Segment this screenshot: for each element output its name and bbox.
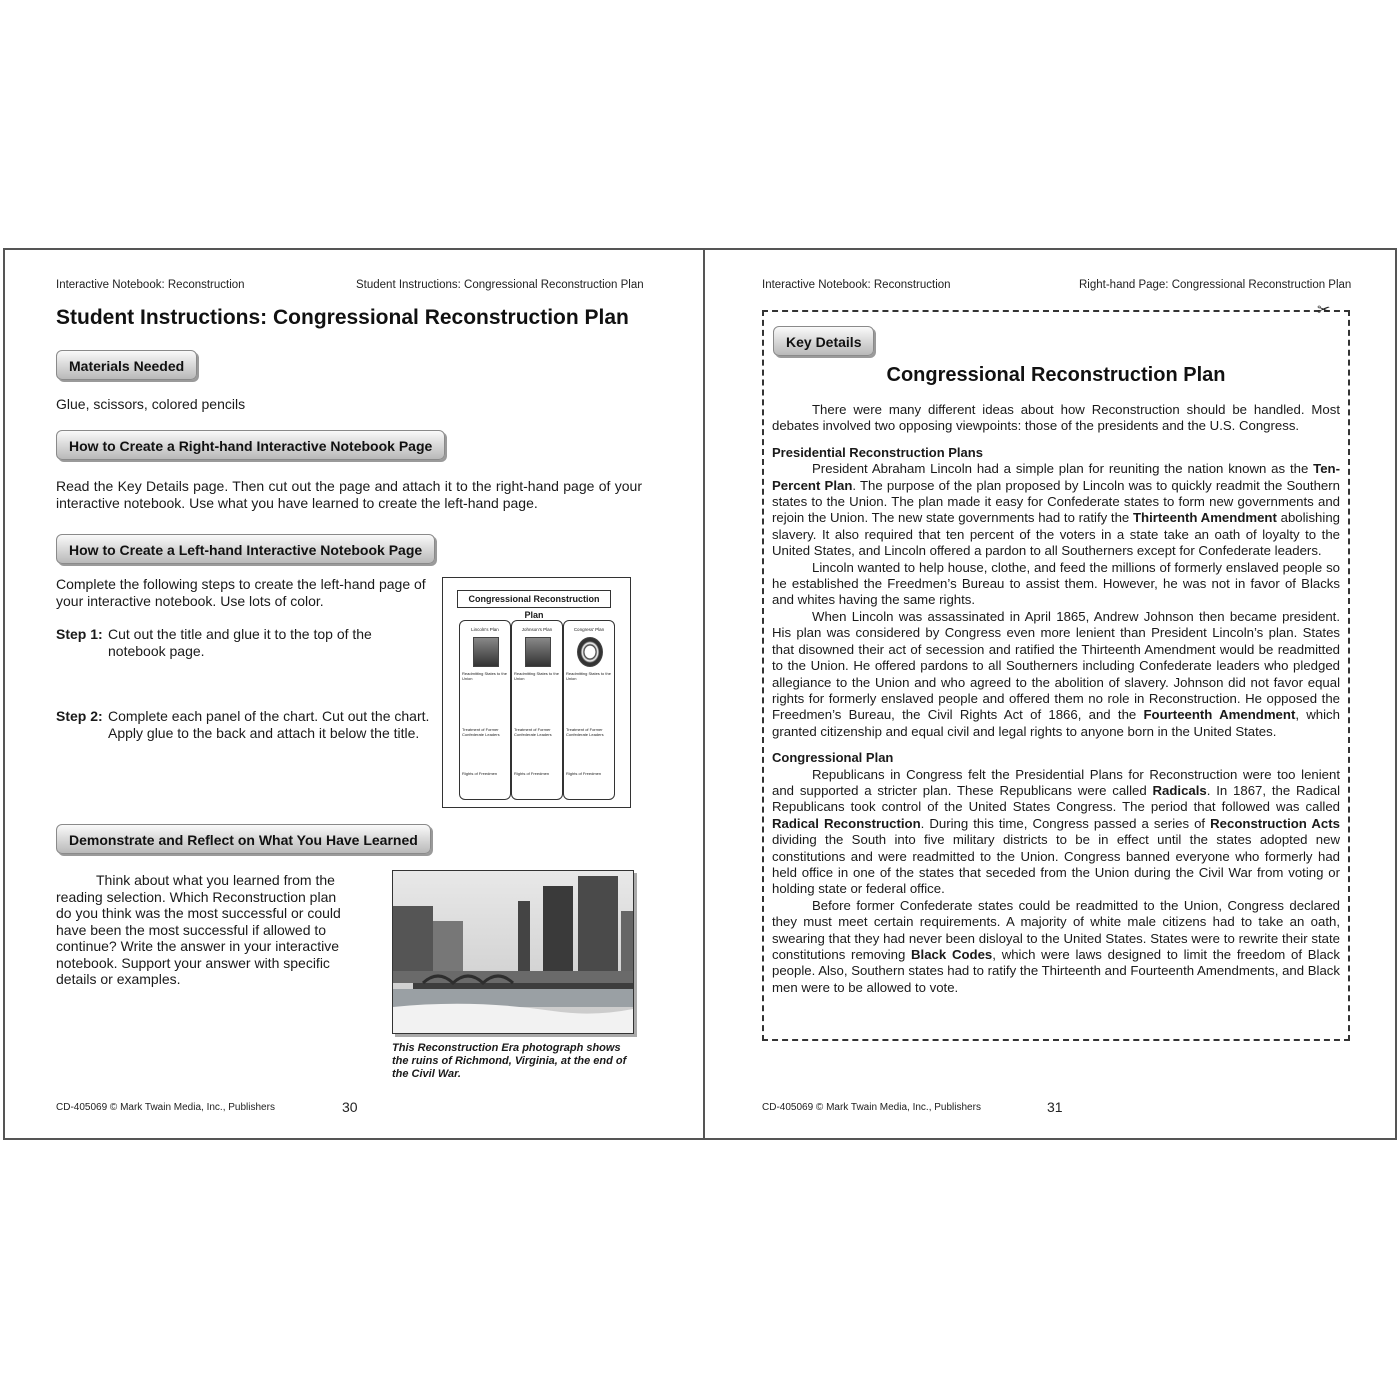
text: . During this time, Congress passed a series of — [920, 815, 1211, 831]
step2-text: Complete each panel of the chart. Cut out the chart. Apply glue to the back and attach it below the title. — [108, 708, 430, 741]
paragraph-lincoln-plan — [772, 461, 1340, 559]
richmond-ruins-photo — [392, 870, 634, 1034]
ruins-illustration — [393, 871, 633, 1033]
text: , which were laws designed to limit the freedom of Black people. Also, Southern states had to ratify the Thirteenth and Fourteenth Amendments, and Black men were to be allowed to vote. — [772, 947, 1340, 995]
term-radical-reconstruction: Radical Reconstruction — [772, 815, 921, 831]
seal-image — [577, 637, 603, 667]
materials-label: Materials Needed — [56, 350, 197, 380]
reflect-label: Demonstrate and Reflect on What You Have Learned — [56, 824, 431, 854]
left-page — [5, 250, 703, 1138]
right-page — [705, 250, 1395, 1138]
chart-thumbnail — [442, 577, 631, 808]
page-title: Student Instructions: Congressional Reconstruction Plan — [56, 306, 629, 329]
article-body — [772, 402, 1340, 996]
paragraph-requirements — [772, 898, 1340, 996]
term-radicals: Radicals — [1152, 782, 1207, 798]
scissors-icon: ✂ — [1317, 302, 1331, 319]
section-heading-presidential: Presidential Reconstruction Plans — [772, 444, 983, 460]
term-ten-percent-plan: Ten-Percent Plan — [772, 461, 1340, 493]
text: abolishing slavery. It also required that ten percent of the voters in a state take an oath of loyalty to the United States, and Lincoln offered a pardon to all Southerners except for Confederate leaders. — [772, 510, 1340, 559]
panel-line: Rights of Freedmen — [514, 771, 550, 776]
intro-paragraph: There were many different ideas about how Reconstruction should be handled. Most debates involved two opposing viewpoints: those of the presidents and the U.S. Congress. — [772, 402, 1340, 434]
text: . The purpose of the plan proposed by Lincoln was to quickly readmit the Southern states to the Union. The plan made it easy for Confederate states to form new governments and rejoin the Union. The new state governments had to ratify the — [772, 477, 1340, 526]
term-reconstruction-acts: Reconstruction Acts — [1210, 815, 1340, 831]
text: Before former Confederate states could be readmitted to the Union, Congress declared they must meet certain requirements. A majority of white male citizens had to take an oath, swearing that they had never been disloyal to the United States. States were to rewrite their state constitutions removing — [772, 897, 1340, 962]
step2-label: Step 2: — [56, 708, 103, 724]
right-header-right: Right-hand Page: Congressional Reconstruction Plan — [1079, 279, 1352, 291]
panel-heading: Lincoln's Plan — [471, 627, 499, 632]
paragraph-johnson-plan — [772, 609, 1340, 740]
panel-line: Readmitting States to the Union — [462, 671, 507, 681]
paragraph-radicals — [772, 767, 1340, 898]
step1-label: Step 1: — [56, 626, 103, 642]
text: , which granted citizenship and equal civil and legal rights to anyone born in the United States. — [772, 707, 1340, 739]
term-thirteenth-amendment: Thirteenth Amendment — [1132, 510, 1277, 526]
left-header-right: Student Instructions: Congressional Reconstruction Plan — [356, 279, 644, 291]
right-page-number: 31 — [1047, 1099, 1063, 1115]
panel-line: Treatment of Former Confederate Leaders — [566, 727, 604, 737]
materials-text: Glue, scissors, colored pencils — [56, 396, 246, 412]
text: President Abraham Lincoln had a simple plan for reuniting the nation known as the — [812, 461, 1314, 477]
panel-line: Readmitting States to the Union — [566, 671, 611, 681]
key-details-label: Key Details — [773, 326, 874, 356]
panel-line: Treatment of Former Confederate Leaders — [514, 727, 552, 737]
thumbnail-title: Congressional Reconstruction Plan — [457, 590, 611, 608]
reflect-text: Think about what you learned from the reading selection. Which Reconstruction plan do you think was the most successful or could have been the most successful if allowed to continue? Write the answer in your interactive notebook. Support your answer with specific details or examples. — [56, 872, 341, 987]
step1-text: Cut out the title and glue it to the top of the notebook page. — [108, 626, 372, 659]
panel-heading: Congress' Plan — [573, 627, 605, 632]
left-page-number: 30 — [342, 1099, 358, 1115]
text: . In 1867, the Radical Republicans took control of the United States Congress. The period that followed was called — [772, 782, 1340, 815]
left-hand-intro: Complete the following steps to create the left-hand page of your interactive notebook. Use lots of color. — [56, 576, 426, 609]
section-heading-congressional: Congressional Plan — [772, 750, 894, 766]
right-hand-label: How to Create a Right-hand Interactive Notebook Page — [56, 430, 445, 460]
paragraph-freedmens-bureau: Lincoln wanted to help house, clothe, and feed the millions of formerly enslaved people so he established the Freedmen’s Bureau to assist them. However, he was not in favor of Blacks and whites having the same rights. — [772, 559, 1340, 608]
portrait-image — [525, 637, 551, 667]
right-hand-text: Read the Key Details page. Then cut out the page and attach it to the right-hand page of your interactive notebook. Use what you have learned to create the left-hand page. — [56, 478, 642, 511]
left-footer: CD-405069 © Mark Twain Media, Inc., Publishers — [56, 1102, 275, 1113]
photo-caption: This Reconstruction Era photograph shows the ruins of Richmond, Virginia, at the end of the Civil War. — [392, 1042, 627, 1080]
text: Republicans in Congress felt the Presidential Plans for Reconstruction were too lenient and supported a stricter plan. These Republicans were called — [772, 766, 1340, 798]
text: When Lincoln was assassinated in April 1865, Andrew Johnson then became president. His plan was considered by Congress even more lenient than President Lincoln’s plan. States that disowned their act of secession and ratified the Thirteenth Amendment would be readmitted to the Union. He offered pardons to all Southerners including Confederate leaders who pledged allegiance to the Union and who agreed to the abolition of slavery. Johnson did not favor equal rights for formerly enslaved people and offered them no role in Reconstruction. He opposed the Freedmen’s Bureau, the Civil Rights Act of 1866, and the — [772, 608, 1340, 723]
term-fourteenth-amendment: Fourteenth Amendment — [1143, 707, 1296, 723]
panel-line: Rights of Freedmen — [566, 771, 602, 776]
panel-line: Readmitting States to the Union — [514, 671, 559, 681]
thumbnail-panel-congress — [563, 620, 615, 800]
left-header-left: Interactive Notebook: Reconstruction — [56, 279, 245, 291]
panel-line: Treatment of Former Confederate Leaders — [462, 727, 500, 737]
right-footer: CD-405069 © Mark Twain Media, Inc., Publishers — [762, 1102, 981, 1113]
right-header-left: Interactive Notebook: Reconstruction — [762, 279, 951, 291]
portrait-image — [473, 637, 499, 667]
article-title: Congressional Reconstruction Plan — [886, 364, 1226, 386]
left-hand-label: How to Create a Left-hand Interactive Notebook Page — [56, 534, 435, 564]
panel-line: Rights of Freedmen — [462, 771, 498, 776]
panel-heading: Johnson's Plan — [521, 627, 553, 632]
book-spread — [3, 248, 1397, 1140]
thumbnail-panel-johnson — [511, 620, 563, 800]
term-black-codes: Black Codes — [911, 947, 993, 962]
thumbnail-panel-lincoln — [459, 620, 511, 800]
text: dividing the South into five military districts to be in effect until the states adopted new constitutions and were readmitted to the Union. Congress banned everyone who formerly had held office in one of the states that seceded from the Union during the Civil War from voting or holding state or federal office. — [772, 832, 1340, 897]
